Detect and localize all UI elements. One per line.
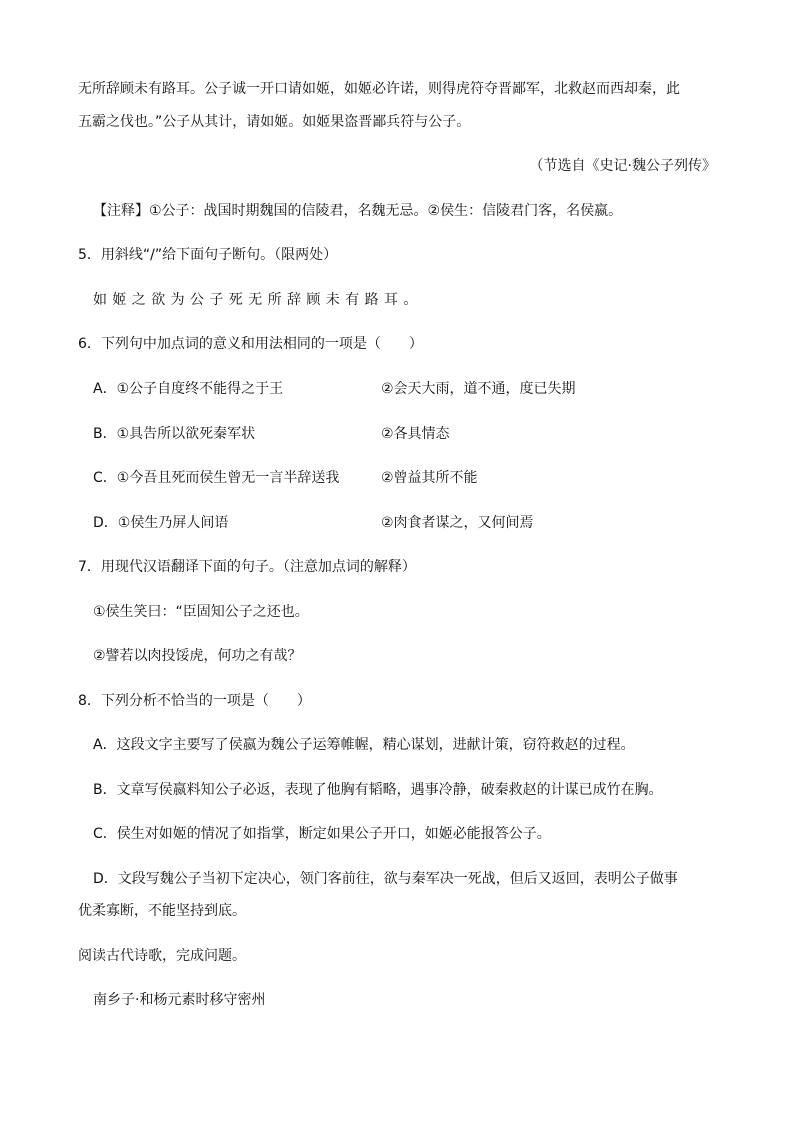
passage-line-2: 五霸之伐也。”公子从其计，请如姬。如姬果盗晋鄙兵符与公子。	[78, 114, 471, 130]
question-7-sentence-1: ①侯生笑曰：“臣固知公子之还也。	[93, 604, 309, 620]
question-6-stem: 6．下列句中加点词的意义和用法相同的一项是（ ）	[78, 336, 423, 352]
question-8-option-d-line-2: 优柔寡断，不能坚持到底。	[78, 903, 246, 919]
question-8-option-b: B．文章写侯嬴料知公子必返，表现了他胸有韬略，遇事冷静，破秦救赵的计谋已成竹在胸。	[93, 782, 663, 798]
question-7-sentence-2: ②譬若以肉投馁虎，何功之有哉？	[93, 648, 302, 664]
poem-intro: 阅读古代诗歌，完成问题。	[78, 948, 246, 964]
question-6-option-c-left: C．①今吾且死而侯生曾无一言半辞送我	[93, 470, 340, 486]
question-6-option-d-right: ②肉食者谋之，又何间焉	[381, 515, 534, 531]
poem-title: 南乡子·和杨元素时移守密州	[93, 992, 266, 1008]
question-6-option-b-right: ②各具情态	[381, 426, 450, 442]
question-8-option-a: A．这段文字主要写了侯嬴为魏公子运筹帷幄，精心谋划，进献计策，窃符救赵的过程。	[93, 737, 635, 753]
passage-note: 【注释】①公子：战国时期魏国的信陵君，名魏无忌。②侯生：信陵君门客，名侯嬴。	[93, 203, 623, 219]
question-6-option-d-left: D．①侯生乃屏人间语	[93, 515, 229, 531]
passage-source: （节选自《史记·魏公子列传》	[529, 158, 716, 174]
question-8-stem: 8．下列分析不恰当的一项是（ ）	[78, 693, 311, 709]
question-6-option-a-right: ②会天大雨，道不通，度已失期	[381, 381, 576, 397]
question-6-option-a-left: A．①公子自度终不能得之于王	[93, 381, 284, 397]
question-7-stem: 7．用现代汉语翻译下面的句子。（注意加点词的解释）	[78, 559, 416, 575]
passage-line-1: 无所辞顾未有路耳。公子诚一开口请如姬，如姬必许诺，则得虎符夺晋鄙军，北救赵而西却秦，此	[78, 81, 680, 97]
question-8-option-d-line-1: D．文段写魏公子当初下定决心，领门客前往，欲与秦军决一死战，但后又返回，表明公子做事	[93, 871, 678, 887]
question-5-sentence: 如姬之欲为公子死无所辞顾未有路耳。	[93, 292, 423, 308]
question-5-stem: 5．用斜线“/”给下面句子断句。（限两处）	[78, 247, 338, 263]
question-8-option-c: C．侯生对如姬的情况了如指掌，断定如果公子开口，如姬必能报答公子。	[93, 826, 551, 842]
question-6-option-b-left: B．①具告所以欲死秦军状	[93, 426, 256, 442]
question-6-option-c-right: ②曾益其所不能	[381, 470, 478, 486]
